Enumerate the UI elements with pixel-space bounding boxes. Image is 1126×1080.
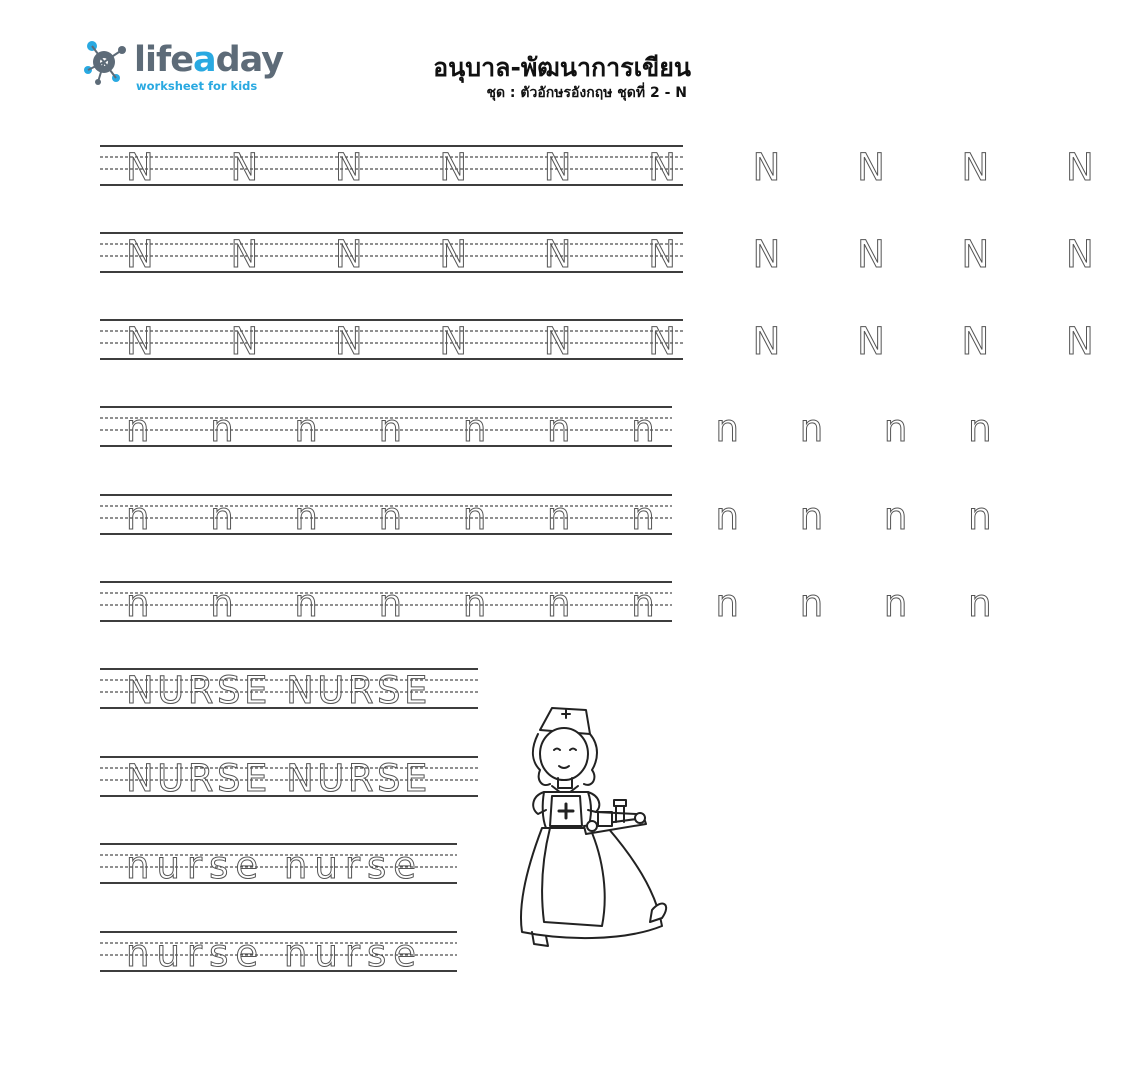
nurse-illustration xyxy=(512,700,684,948)
tracing-row-10: nurse nurse xyxy=(126,932,424,975)
tracing-row-1: N N N N N N N N N N xyxy=(126,146,1126,189)
page-subtitle: ชุด : ตัวอักษรอังกฤษ ชุดที่ 2 - N xyxy=(486,85,687,101)
tracing-row-4: n n n n n n n n n n n xyxy=(126,407,1017,450)
tracing-row-3: N N N N N N N N N N xyxy=(126,320,1126,363)
tracing-row-9: nurse nurse xyxy=(126,844,424,887)
logo-name: lifeaday xyxy=(134,40,284,80)
tracing-row-8: NURSE NURSE xyxy=(126,757,431,800)
logo-tagline: worksheet for kids xyxy=(136,79,258,93)
tracing-row-6: n n n n n n n n n n n xyxy=(126,582,1017,625)
tracing-row-7: NURSE NURSE xyxy=(126,669,431,712)
tracing-row-5: n n n n n n n n n n n xyxy=(126,495,1017,538)
page-title: อนุบาล-พัฒนาการเขียน xyxy=(433,53,691,82)
tracing-row-2: N N N N N N N N N N xyxy=(126,233,1126,276)
